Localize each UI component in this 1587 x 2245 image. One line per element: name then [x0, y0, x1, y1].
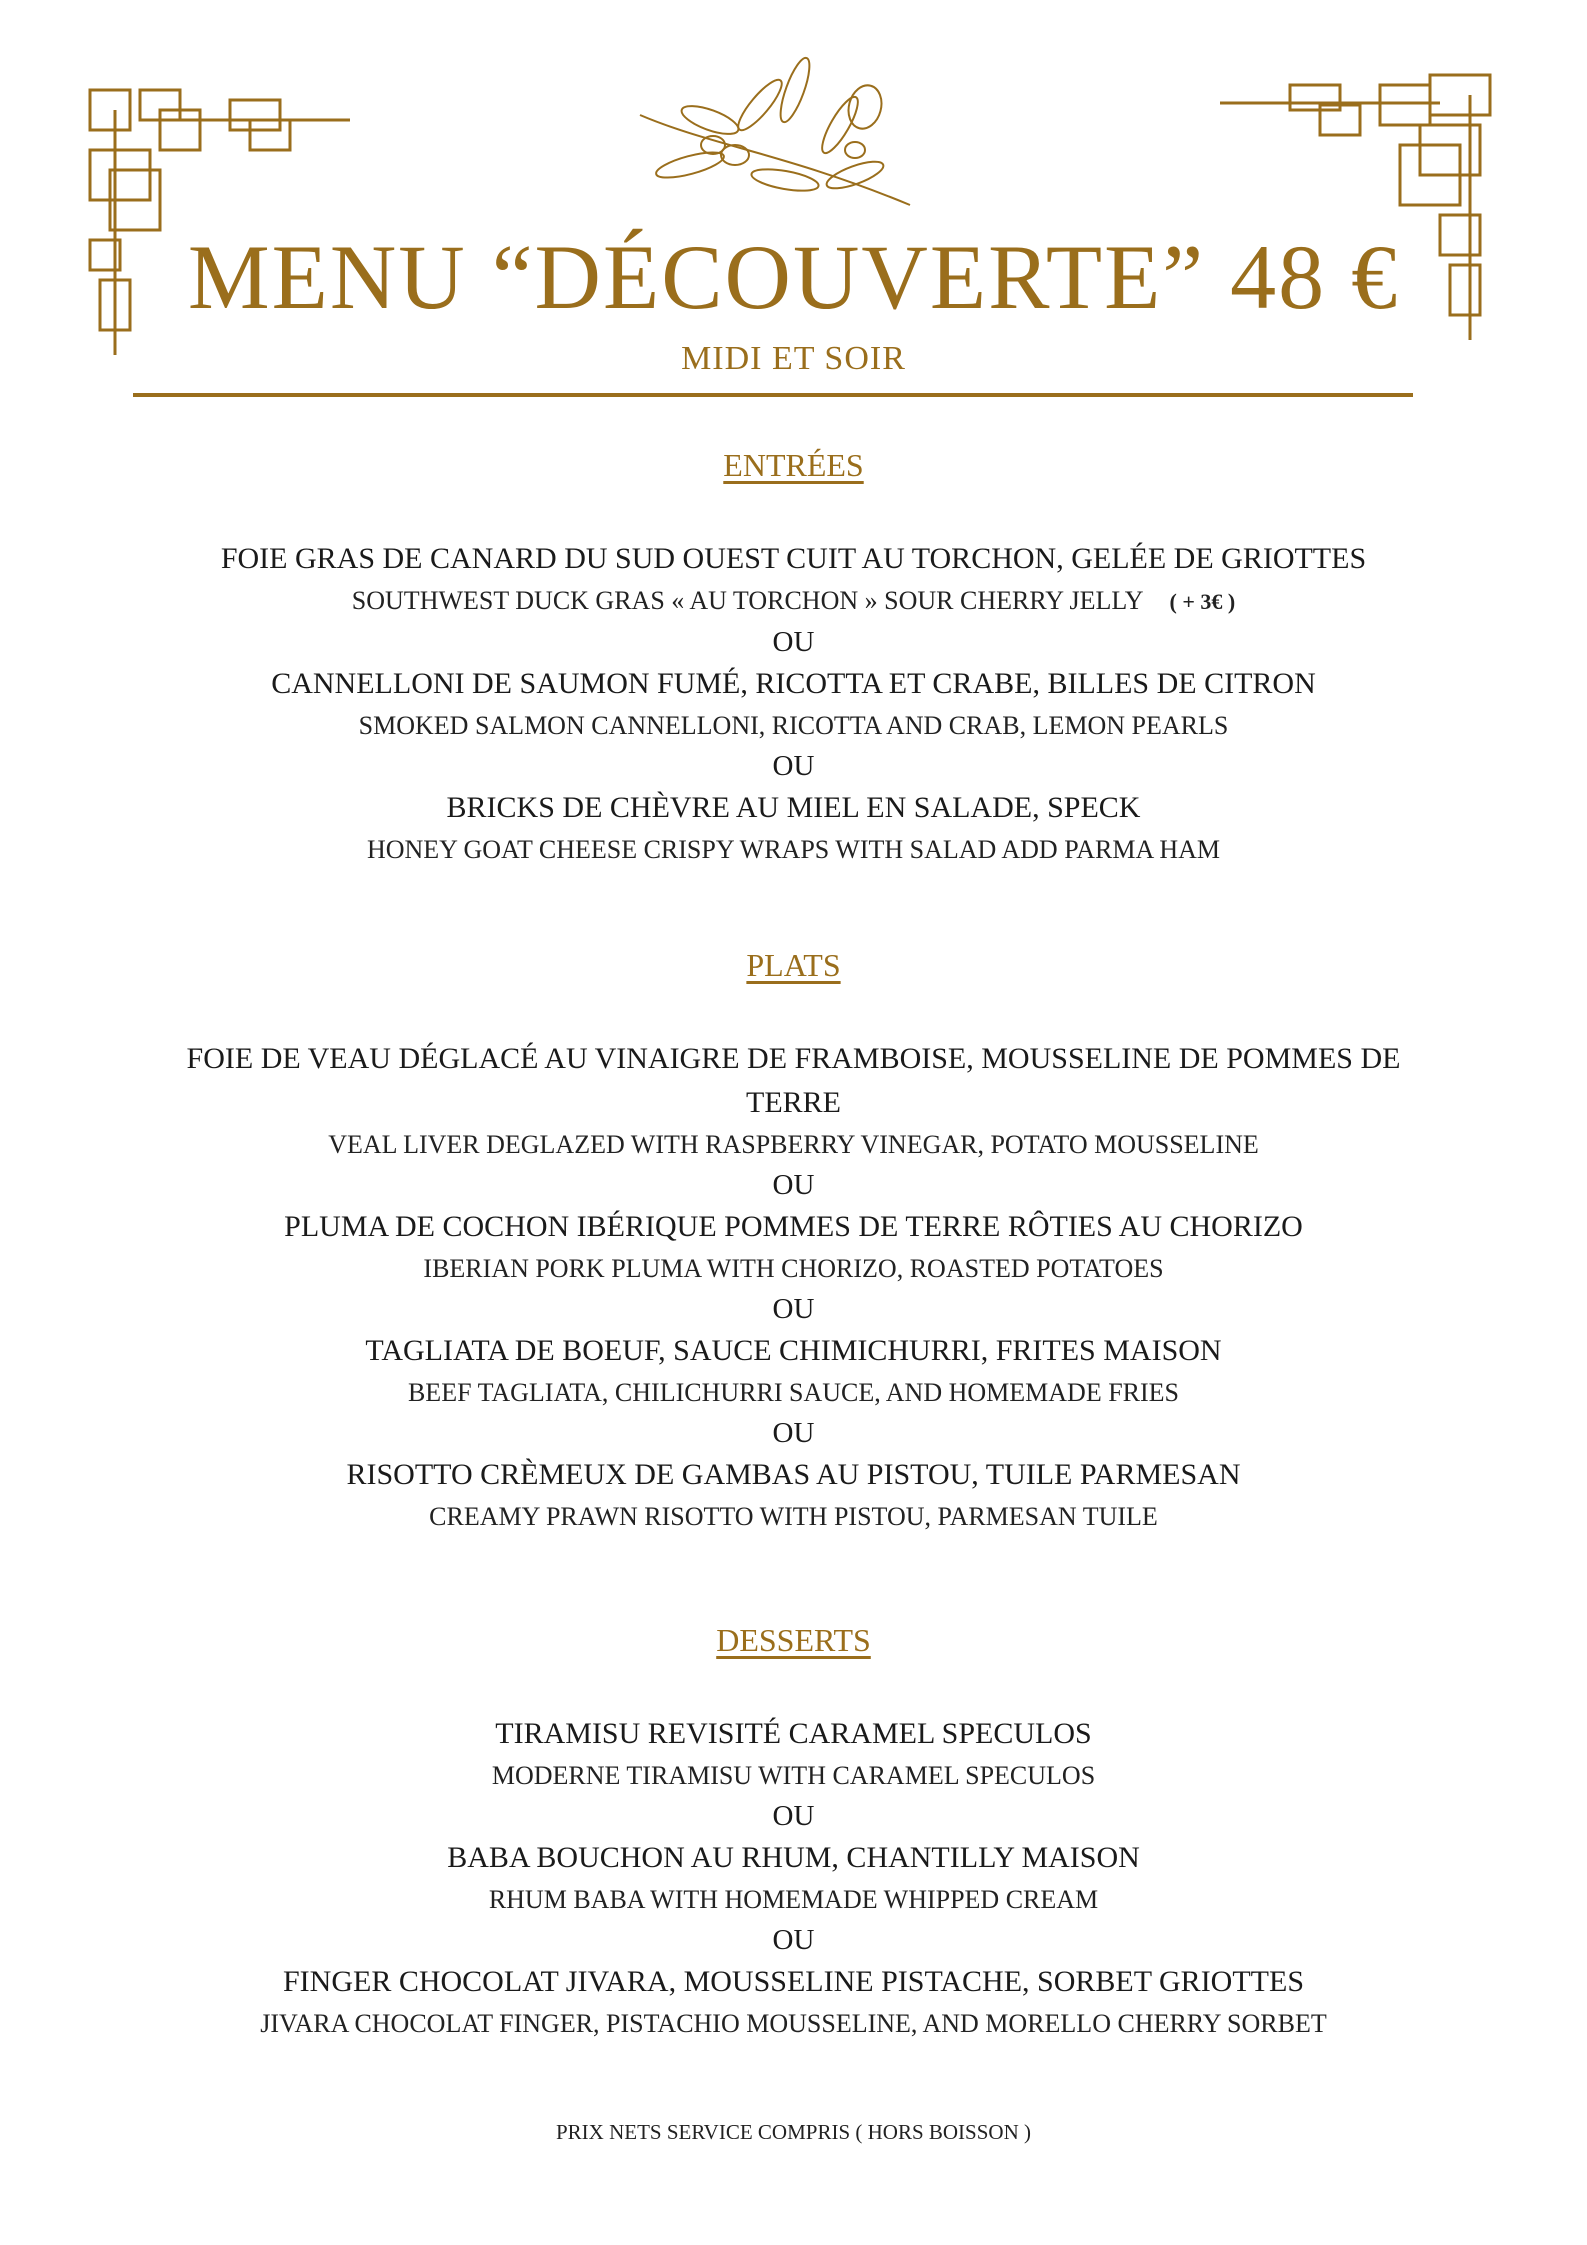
separator-ou: OU — [772, 1800, 815, 1832]
dish-en: HONEY GOAT CHEESE CRISPY WRAPS WITH SALAD ADD PARMA HAM — [366, 835, 1221, 864]
dish-fr: FOIE GRAS DE CANARD DU SUD OUEST CUIT AU TORCHON, GELÉE DE GRIOTTES — [220, 542, 1367, 575]
dish-en: VEAL LIVER DEGLAZED WITH RASPBERRY VINEGAR, POTATO MOUSSELINE — [328, 1130, 1259, 1159]
menu-title: MENU “DÉCOUVERTE” 48 € — [187, 226, 1400, 328]
dish-fr: RISOTTO CRÈMEUX DE GAMBAS AU PISTOU, TUILE PARMESAN — [346, 1458, 1241, 1491]
dish-fr: BABA BOUCHON AU RHUM, CHANTILLY MAISON — [447, 1841, 1140, 1874]
separator-ou: OU — [772, 1417, 815, 1449]
section-title-desserts: DESSERTS — [716, 1622, 871, 1658]
olive-branch-icon — [620, 45, 920, 220]
menu-subtitle: MIDI ET SOIR — [681, 340, 906, 377]
section-desserts — [0, 1620, 1587, 2044]
supplement-badge: ( + 3€ ) — [1169, 589, 1236, 614]
dish-en: MODERNE TIRAMISU WITH CARAMEL SPECULOS — [491, 1761, 1096, 1790]
dish-fr: CANNELLONI DE SAUMON FUMÉ, RICOTTA ET CRABE, BILLES DE CITRON — [271, 667, 1316, 700]
dish-en: BEEF TAGLIATA, CHILICHURRI SAUCE, AND HOMEMADE FRIES — [407, 1378, 1180, 1407]
dish-fr: BRICKS DE CHÈVRE AU MIEL EN SALADE, SPECK — [446, 791, 1141, 824]
separator-ou: OU — [772, 626, 815, 658]
separator-ou: OU — [772, 1924, 815, 1956]
separator-ou: OU — [772, 1169, 815, 1201]
dish-fr: PLUMA DE COCHON IBÉRIQUE POMMES DE TERRE RÔTIES AU CHORIZO — [284, 1210, 1303, 1243]
dish-en: IBERIAN PORK PLUMA WITH CHORIZO, ROASTED POTATOES — [423, 1254, 1164, 1283]
dish-en — [0, 581, 1587, 622]
price-footnote: PRIX NETS SERVICE COMPRIS ( HORS BOISSON ) — [556, 2120, 1031, 2144]
dish-en-text: SOUTHWEST DUCK GRAS « AU TORCHON » SOUR CHERRY JELLY — [351, 586, 1144, 615]
title-divider — [133, 393, 1413, 397]
dish-fr: TIRAMISU REVISITÉ CARAMEL SPECULOS — [495, 1717, 1092, 1750]
section-plats — [0, 945, 1587, 1537]
separator-ou: OU — [772, 750, 815, 782]
dish-en: RHUM BABA WITH HOMEMADE WHIPPED CREAM — [488, 1885, 1099, 1914]
section-title-plats: PLATS — [746, 947, 841, 983]
dish-fr: FOIE DE VEAU DÉGLACÉ AU VINAIGRE DE FRAMBOISE, MOUSSELINE DE POMMES DE — [186, 1042, 1401, 1075]
dish-fr: FINGER CHOCOLAT JIVARA, MOUSSELINE PISTACHE, SORBET GRIOTTES — [282, 1965, 1305, 1998]
dish-en: SMOKED SALMON CANNELLONI, RICOTTA AND CRAB, LEMON PEARLS — [358, 711, 1229, 740]
dish-en: JIVARA CHOCOLAT FINGER, PISTACHIO MOUSSELINE, AND MORELLO CHERRY SORBET — [260, 2009, 1327, 2038]
section-title-entrees: ENTRÉES — [723, 447, 864, 483]
section-entrees — [0, 445, 1587, 870]
dish-en: CREAMY PRAWN RISOTTO WITH PISTOU, PARMESAN TUILE — [429, 1502, 1158, 1531]
dish-fr: TAGLIATA DE BOEUF, SAUCE CHIMICHURRI, FRITES MAISON — [365, 1334, 1222, 1367]
dish-fr-line2: TERRE — [746, 1086, 841, 1119]
separator-ou: OU — [772, 1293, 815, 1325]
